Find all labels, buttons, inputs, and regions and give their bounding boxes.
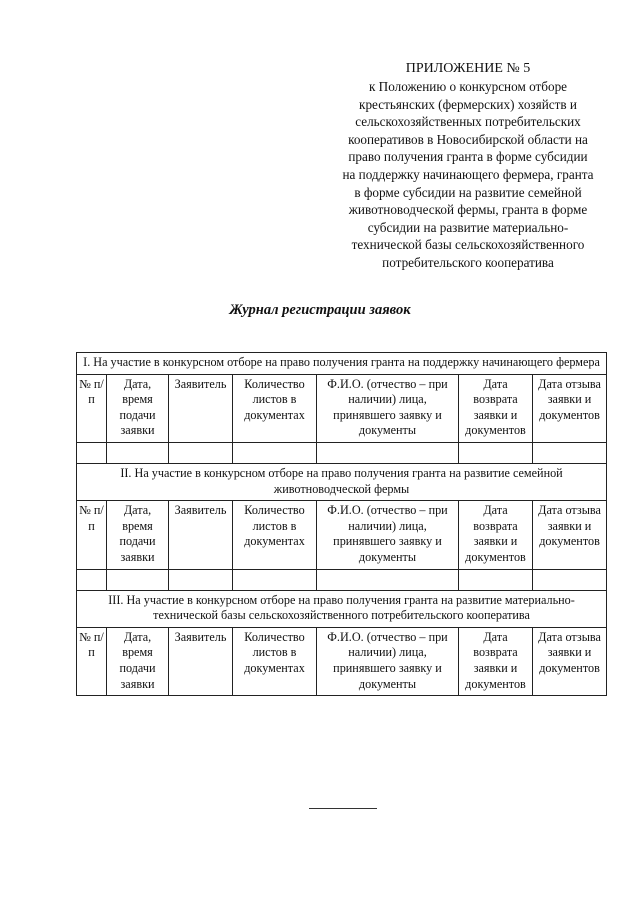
appendix-line: сельскохозяйственных потребительских [355, 114, 581, 130]
column-header-return-date: Дата возврата заявки и документов [459, 627, 533, 695]
appendix-line: животноводческой фермы, гранта в форме [348, 202, 588, 218]
column-header-sheet-count: Количество листов в документах [233, 501, 317, 569]
column-header-withdrawal-date: Дата отзыва заявки и документов [533, 501, 607, 569]
section-row [77, 590, 607, 627]
empty-cell [107, 442, 169, 463]
appendix-line: право получения гранта в форме субсидии [348, 149, 588, 165]
footer-divider [309, 808, 377, 809]
column-header-date-submitted: Дата, время подачи заявки [107, 374, 169, 442]
empty-cell [317, 442, 459, 463]
empty-cell [77, 569, 107, 590]
column-header-sheet-count: Количество листов в документах [233, 627, 317, 695]
column-header-return-date: Дата возврата заявки и документов [459, 501, 533, 569]
column-header-withdrawal-date: Дата отзыва заявки и документов [533, 374, 607, 442]
empty-row [77, 569, 607, 590]
column-header-sheet-count: Количество листов в документах [233, 374, 317, 442]
empty-cell [233, 569, 317, 590]
column-header-applicant: Заявитель [169, 374, 233, 442]
empty-cell [107, 569, 169, 590]
appendix-line: потребительского кооператива [382, 254, 554, 270]
header-row [77, 501, 607, 569]
empty-cell [77, 442, 107, 463]
column-header-receiver-name: Ф.И.О. (отчество – при наличии) лица, принявшего заявку и документы [317, 501, 459, 569]
header-row [77, 627, 607, 695]
empty-cell [169, 569, 233, 590]
empty-cell [533, 442, 607, 463]
document-title: Журнал регистрации заявок [229, 302, 411, 318]
column-header-withdrawal-date: Дата отзыва заявки и документов [533, 627, 607, 695]
section-title: II. На участие в конкурсном отборе на право получения гранта на развитие семейной животноводческой фермы [77, 463, 607, 500]
column-header-number: № п/п [77, 501, 107, 569]
appendix-line: кооперативов в Новосибирской области на [348, 131, 588, 147]
section-title: I. На участие в конкурсном отборе на право получения гранта на поддержку начинающего фермера [77, 353, 607, 375]
appendix-heading: ПРИЛОЖЕНИЕ № 5 [405, 61, 531, 76]
registration-journal-table [76, 352, 607, 696]
empty-cell [533, 569, 607, 590]
column-header-date-submitted: Дата, время подачи заявки [107, 627, 169, 695]
appendix-line: крестьянских (фермерских) хозяйств и [359, 96, 577, 112]
section-row [77, 353, 607, 375]
column-header-number: № п/п [77, 627, 107, 695]
column-header-return-date: Дата возврата заявки и документов [459, 374, 533, 442]
header-row [77, 374, 607, 442]
appendix-line: технической базы сельскохозяйственного [351, 237, 585, 253]
column-header-date-submitted: Дата, время подачи заявки [107, 501, 169, 569]
section-title: III. На участие в конкурсном отборе на право получения гранта на развитие материально-технической базы сельскохозяйственного потребительского кооператива [77, 590, 607, 627]
appendix-line: субсидии на развитие материально- [367, 219, 569, 235]
appendix-line: к Положению о конкурсном отборе [368, 79, 568, 94]
empty-cell [459, 442, 533, 463]
empty-cell [169, 442, 233, 463]
appendix-line: на поддержку начинающего фермера, гранта [342, 166, 594, 182]
empty-cell [233, 442, 317, 463]
empty-cell [459, 569, 533, 590]
appendix-block [318, 60, 618, 272]
column-header-applicant: Заявитель [169, 627, 233, 695]
empty-cell [317, 569, 459, 590]
column-header-applicant: Заявитель [169, 501, 233, 569]
column-header-receiver-name: Ф.И.О. (отчество – при наличии) лица, принявшего заявку и документы [317, 627, 459, 695]
column-header-receiver-name: Ф.И.О. (отчество – при наличии) лица, принявшего заявку и документы [317, 374, 459, 442]
column-header-number: № п/п [77, 374, 107, 442]
appendix-line: в форме субсидии на развитие семейной [354, 184, 582, 200]
empty-row [77, 442, 607, 463]
section-row [77, 463, 607, 500]
